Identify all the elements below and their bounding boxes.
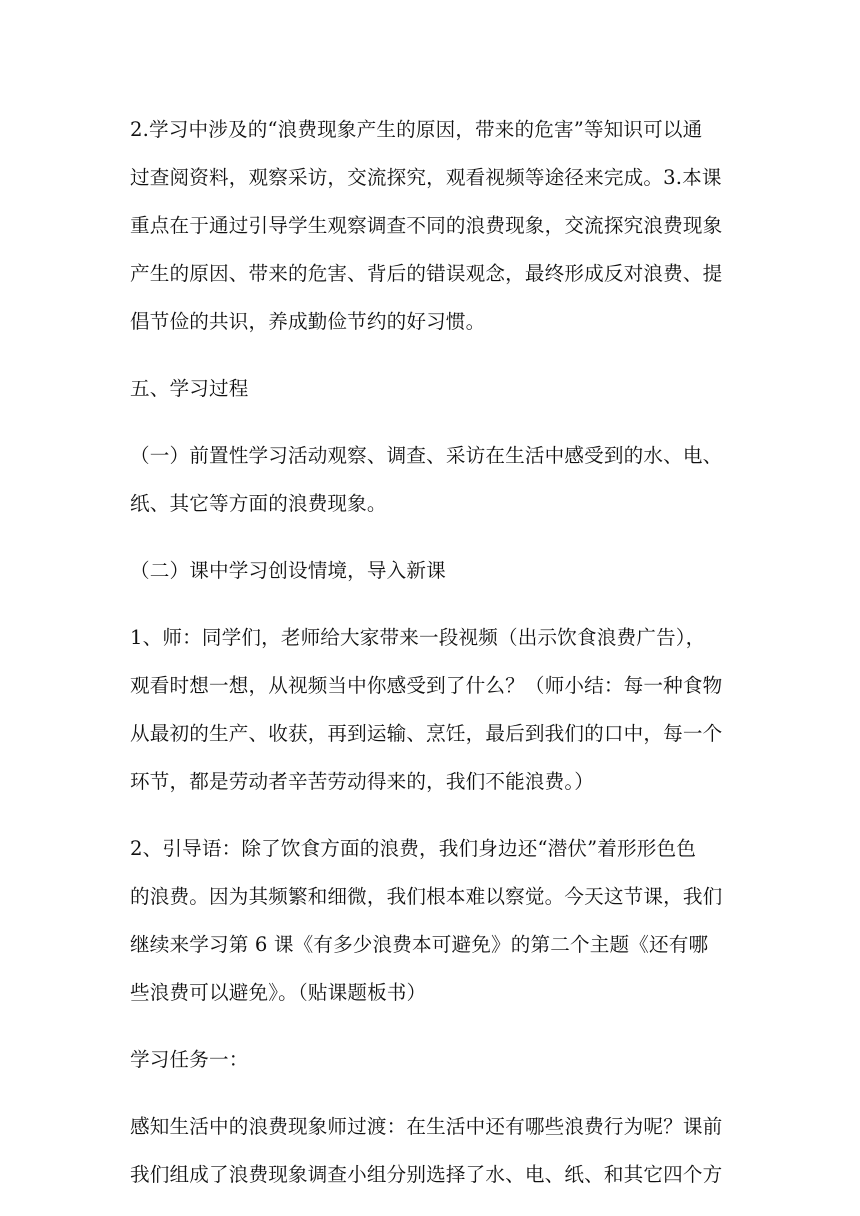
paragraph-study-approach [130,106,734,346]
paragraph-pre-study-activity [130,432,734,528]
text-line: 环节，都是劳动者辛苦劳动得来的，我们不能浪费。） [130,770,595,793]
text-line: （二）课中学习创设情境，导入新课 [130,559,446,582]
text-line: 过查阅资料，观察采访，交流探究，观看视频等途径来完成。3.本课 [130,166,722,189]
text-line: 重点在于通过引导学生观察调查不同的浪费现象，交流探究浪费现象 [130,214,723,237]
text-line: 从最初的生产、收获，再到运输、烹饪，最后到我们的口中，每一个 [130,722,723,745]
text-line: 倡节俭的共识，养成勤俭节约的好习惯。 [130,310,486,333]
paragraph-guiding-words [130,825,734,1017]
document-body [130,106,734,1199]
text-line: 2、引导语：除了饮食方面的浪费，我们身边还“潜伏”着形形色色 [130,837,697,860]
paragraph-perceive-waste [130,1103,734,1199]
text-line: 学习任务一： [130,1048,249,1071]
heading-learning-task-one [130,1036,734,1084]
text-line: 2.学习中涉及的“浪费现象产生的原因，带来的危害”等知识可以通 [130,118,703,141]
text-line: 观看时想一想，从视频当中你感受到了什么？（师小结：每一种食物 [130,674,723,697]
text-line: 1、师：同学们，老师给大家带来一段视频（出示饮食浪费广告）， [130,626,706,649]
section-heading-learning-process [130,365,734,413]
paragraph-in-class-intro [130,547,734,595]
paragraph-teacher-video [130,614,734,806]
text-line: 纸、其它等方面的浪费现象。 [130,492,387,515]
text-line: 继续来学习第 6 课《有多少浪费本可避免》的第二个主题《还有哪 [130,933,709,956]
text-line: 我们组成了浪费现象调查小组分别选择了水、电、纸、和其它四个方 [130,1163,723,1186]
text-line: 的浪费。因为其频繁和细微，我们根本难以察觉。今天这节课，我们 [130,885,723,908]
text-line: 感知生活中的浪费现象师过渡：在生活中还有哪些浪费行为呢？课前 [130,1115,723,1138]
text-line: 五、学习过程 [130,377,249,400]
text-line: 产生的原因、带来的危害、背后的错误观念，最终形成反对浪费、提 [130,262,723,285]
text-line: 些浪费可以避免》。（贴课题板书） [130,981,427,1004]
text-line: （一）前置性学习活动观察、调查、采访在生活中感受到的水、电、 [130,444,723,467]
